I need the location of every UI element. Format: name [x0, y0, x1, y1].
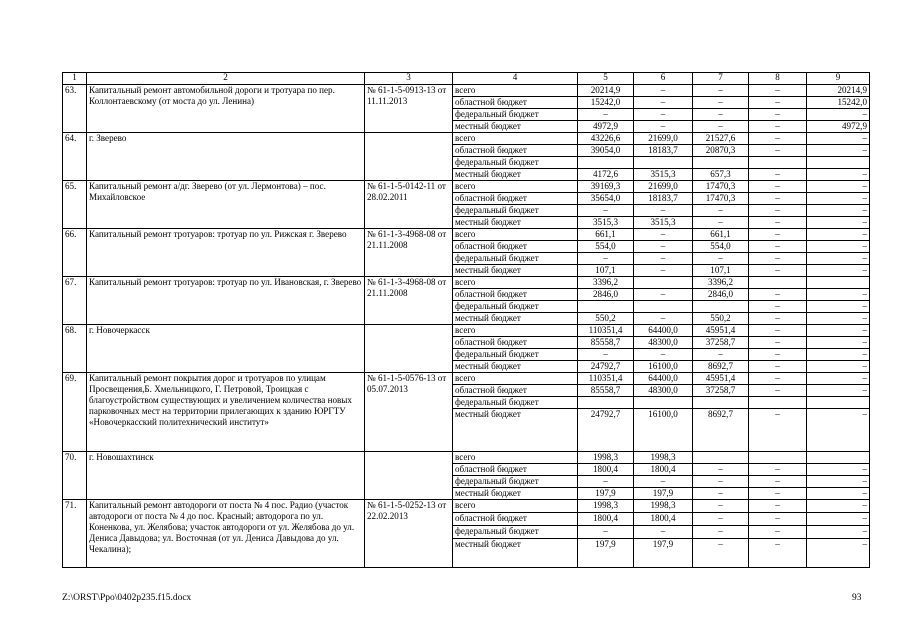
value-cell-8: –	[749, 265, 807, 277]
item-document: № 61-1-5-0252-13 от 22.02.2013	[365, 500, 453, 568]
value-cell-8: –	[749, 526, 807, 539]
value-cell-6: –	[634, 241, 693, 253]
value-cell-5: 197,9	[578, 488, 634, 500]
value-cell-9: –	[807, 109, 870, 121]
funding-source: областной бюджет	[453, 337, 578, 349]
item-number: 71.	[63, 500, 87, 568]
table-row	[63, 373, 870, 385]
value-cell-8: –	[749, 361, 807, 373]
value-cell-5: 24792,7	[578, 409, 634, 452]
header-cell: 8	[749, 73, 807, 85]
value-cell-6: 1998,3	[634, 452, 693, 464]
value-cell-7: 107,1	[693, 265, 749, 277]
value-cell-7: 657,3	[693, 169, 749, 181]
value-cell-7: 550,2	[693, 313, 749, 325]
value-cell-7: –	[693, 205, 749, 217]
value-cell-6: –	[634, 85, 693, 97]
item-number: 63.	[63, 85, 87, 133]
value-cell-7: –	[693, 97, 749, 109]
value-cell-5: 24792,7	[578, 361, 634, 373]
value-cell-8: –	[749, 385, 807, 397]
item-document: № 61-1-5-0913-13 от 11.11.2013	[365, 85, 453, 133]
value-cell-7: –	[693, 476, 749, 488]
funding-source: всего	[453, 133, 578, 145]
item-document: № 61-1-3-4968-08 от 21.11.2008	[365, 229, 453, 277]
value-cell-7: –	[693, 464, 749, 476]
item-number: 65.	[63, 181, 87, 229]
funding-source: областной бюджет	[453, 289, 578, 301]
value-cell-8: –	[749, 121, 807, 133]
funding-source: областной бюджет	[453, 193, 578, 205]
funding-source: федеральный бюджет	[453, 397, 578, 409]
value-cell-7: 37258,7	[693, 337, 749, 349]
value-cell-5: 661,1	[578, 229, 634, 241]
value-cell-8	[749, 277, 807, 289]
table-row	[63, 181, 870, 193]
item-document	[365, 133, 453, 181]
value-cell-6	[634, 397, 693, 409]
funding-source: местный бюджет	[453, 313, 578, 325]
value-cell-6: 197,9	[634, 539, 693, 568]
value-cell-9: 4972,9	[807, 121, 870, 133]
value-cell-8: –	[749, 301, 807, 313]
value-cell-5: 1800,4	[578, 513, 634, 526]
value-cell-9: –	[807, 205, 870, 217]
value-cell-7: 17470,3	[693, 193, 749, 205]
value-cell-6: –	[634, 265, 693, 277]
value-cell-9: –	[807, 133, 870, 145]
value-cell-9: –	[807, 241, 870, 253]
value-cell-5: 39169,3	[578, 181, 634, 193]
item-description: Капитальный ремонт автодороги от поста № 4 пос. Радио (участок автодороги от поста № 4 до пос. Красный; автодорога по ул. Коненкова, ул. Желябова; участок автодороги от ул. Желябова до ул. Дениса Давыдова; ул. Восточная (от ул. Дениса Давыдова до ул. Чекалина);	[87, 500, 365, 568]
value-cell-8: –	[749, 373, 807, 385]
value-cell-5: 110351,4	[578, 373, 634, 385]
value-cell-8: –	[749, 241, 807, 253]
budget-table	[62, 72, 870, 568]
funding-source: областной бюджет	[453, 513, 578, 526]
header-cell: 4	[453, 73, 578, 85]
value-cell-7: –	[693, 500, 749, 513]
value-cell-7: 3396,2	[693, 277, 749, 289]
value-cell-7: 2846,0	[693, 289, 749, 301]
header-cell: 5	[578, 73, 634, 85]
funding-source: местный бюджет	[453, 361, 578, 373]
value-cell-8: –	[749, 229, 807, 241]
item-number: 70.	[63, 452, 87, 500]
value-cell-5: 20214,9	[578, 85, 634, 97]
value-cell-7: –	[693, 488, 749, 500]
value-cell-8: –	[749, 217, 807, 229]
item-number: 64.	[63, 133, 87, 181]
value-cell-9: –	[807, 539, 870, 568]
funding-source: всего	[453, 181, 578, 193]
footer-page-number: 93	[852, 593, 862, 603]
item-description: г. Зверево	[87, 133, 365, 181]
value-cell-6: –	[634, 253, 693, 265]
value-cell-9: –	[807, 513, 870, 526]
value-cell-9: –	[807, 488, 870, 500]
table-row	[63, 85, 870, 97]
item-description: Капитальный ремонт тротуаров: тротуар по ул. Ивановская, г. Зверево	[87, 277, 365, 325]
value-cell-6: –	[634, 313, 693, 325]
value-cell-9: –	[807, 145, 870, 157]
value-cell-6: 21699,0	[634, 181, 693, 193]
funding-source: областной бюджет	[453, 145, 578, 157]
footer-file-path: Z:\ORST\Ppo\0402p235.f15.docx	[62, 593, 192, 603]
value-cell-9: –	[807, 349, 870, 361]
value-cell-8: –	[749, 109, 807, 121]
value-cell-8: –	[749, 500, 807, 513]
funding-source: всего	[453, 229, 578, 241]
value-cell-7: –	[693, 513, 749, 526]
item-description: Капитальный ремонт автомобильной дороги и тротуара по пер. Коллонтаевскому (от моста до ул. Ленина)	[87, 85, 365, 133]
funding-source: всего	[453, 452, 578, 464]
value-cell-8: –	[749, 464, 807, 476]
funding-source: всего	[453, 277, 578, 289]
value-cell-6: –	[634, 526, 693, 539]
value-cell-5: 2846,0	[578, 289, 634, 301]
value-cell-5: 35654,0	[578, 193, 634, 205]
value-cell-7: –	[693, 217, 749, 229]
value-cell-5: –	[578, 349, 634, 361]
value-cell-6: –	[634, 109, 693, 121]
value-cell-7: 20870,3	[693, 145, 749, 157]
value-cell-6: 64400,0	[634, 373, 693, 385]
value-cell-6: 21699,0	[634, 133, 693, 145]
table-row	[63, 277, 870, 289]
value-cell-7: 8692,7	[693, 409, 749, 452]
value-cell-9: –	[807, 526, 870, 539]
funding-source: всего	[453, 373, 578, 385]
value-cell-6: 3515,3	[634, 217, 693, 229]
header-row	[63, 73, 870, 85]
funding-source: федеральный бюджет	[453, 349, 578, 361]
funding-source: местный бюджет	[453, 169, 578, 181]
funding-source: местный бюджет	[453, 409, 578, 452]
value-cell-8: –	[749, 145, 807, 157]
value-cell-8: –	[749, 205, 807, 217]
value-cell-5: –	[578, 109, 634, 121]
item-number: 66.	[63, 229, 87, 277]
value-cell-5: –	[578, 476, 634, 488]
value-cell-5: –	[578, 205, 634, 217]
value-cell-8: –	[749, 337, 807, 349]
funding-source: областной бюджет	[453, 241, 578, 253]
value-cell-6	[634, 277, 693, 289]
value-cell-6: 16100,0	[634, 409, 693, 452]
value-cell-9: –	[807, 193, 870, 205]
value-cell-5: 107,1	[578, 265, 634, 277]
value-cell-9: –	[807, 217, 870, 229]
value-cell-7	[693, 157, 749, 169]
value-cell-9: –	[807, 181, 870, 193]
item-number: 69.	[63, 373, 87, 452]
value-cell-7: 17470,3	[693, 181, 749, 193]
value-cell-8: –	[749, 539, 807, 568]
value-cell-7: 21527,6	[693, 133, 749, 145]
table-row	[63, 229, 870, 241]
item-document: № 61-1-5-0576-13 от 05.07.2013	[365, 373, 453, 452]
header-cell: 7	[693, 73, 749, 85]
item-document: № 61-1-3-4968-08 от 21.11.2008	[365, 277, 453, 325]
value-cell-6: 48300,0	[634, 337, 693, 349]
value-cell-5: 1800,4	[578, 464, 634, 476]
value-cell-6: –	[634, 476, 693, 488]
value-cell-9: 15242,0	[807, 97, 870, 109]
funding-source: федеральный бюджет	[453, 301, 578, 313]
funding-source: местный бюджет	[453, 488, 578, 500]
value-cell-9: –	[807, 385, 870, 397]
value-cell-7: 37258,7	[693, 385, 749, 397]
value-cell-7: 8692,7	[693, 361, 749, 373]
value-cell-8: –	[749, 349, 807, 361]
value-cell-7: 661,1	[693, 229, 749, 241]
funding-source: местный бюджет	[453, 121, 578, 133]
value-cell-8	[749, 397, 807, 409]
value-cell-8: –	[749, 193, 807, 205]
value-cell-8: –	[749, 289, 807, 301]
header-cell: 1	[63, 73, 87, 85]
table-row	[63, 325, 870, 337]
value-cell-5	[578, 301, 634, 313]
value-cell-9	[807, 452, 870, 464]
value-cell-6: –	[634, 349, 693, 361]
value-cell-5	[578, 157, 634, 169]
value-cell-6: 48300,0	[634, 385, 693, 397]
header-cell: 9	[807, 73, 870, 85]
value-cell-9: –	[807, 373, 870, 385]
item-description: г. Новочеркасск	[87, 325, 365, 373]
value-cell-8: –	[749, 253, 807, 265]
value-cell-5: 1998,3	[578, 500, 634, 513]
funding-source: всего	[453, 85, 578, 97]
value-cell-7: –	[693, 253, 749, 265]
value-cell-5: 550,2	[578, 313, 634, 325]
value-cell-5: 3396,2	[578, 277, 634, 289]
funding-source: местный бюджет	[453, 217, 578, 229]
value-cell-5: 110351,4	[578, 325, 634, 337]
value-cell-6: –	[634, 229, 693, 241]
value-cell-7	[693, 301, 749, 313]
value-cell-8: –	[749, 513, 807, 526]
value-cell-7: 45951,4	[693, 325, 749, 337]
value-cell-5: –	[578, 253, 634, 265]
value-cell-8: –	[749, 313, 807, 325]
value-cell-8: –	[749, 488, 807, 500]
value-cell-9: –	[807, 301, 870, 313]
value-cell-6: 16100,0	[634, 361, 693, 373]
value-cell-9: –	[807, 313, 870, 325]
item-description: Капитальный ремонт покрытия дорог и тротуаров по улицам Просвещения,Б. Хмельницкого, Г. Петровой, Троицкая с благоустройством существующих и увеличением количества новых парковочных мест на территории прилегающих к зданию ЮРГТУ «Новочеркасский политехнический институт»	[87, 373, 365, 452]
value-cell-5: 39054,0	[578, 145, 634, 157]
value-cell-9: –	[807, 476, 870, 488]
item-description: г. Новошахтинск	[87, 452, 365, 500]
value-cell-7: –	[693, 539, 749, 568]
value-cell-9	[807, 277, 870, 289]
value-cell-6: –	[634, 97, 693, 109]
table-row	[63, 133, 870, 145]
value-cell-8	[749, 157, 807, 169]
funding-source: федеральный бюджет	[453, 526, 578, 539]
value-cell-5: 43226,6	[578, 133, 634, 145]
value-cell-7	[693, 397, 749, 409]
funding-source: областной бюджет	[453, 385, 578, 397]
value-cell-6: 1998,3	[634, 500, 693, 513]
table-row	[63, 500, 870, 513]
value-cell-7	[693, 452, 749, 464]
value-cell-9: –	[807, 253, 870, 265]
value-cell-8: –	[749, 97, 807, 109]
funding-source: областной бюджет	[453, 97, 578, 109]
value-cell-6: –	[634, 121, 693, 133]
value-cell-7: –	[693, 85, 749, 97]
funding-source: федеральный бюджет	[453, 476, 578, 488]
value-cell-7: –	[693, 109, 749, 121]
value-cell-8: –	[749, 325, 807, 337]
value-cell-6: –	[634, 205, 693, 217]
value-cell-6: 64400,0	[634, 325, 693, 337]
value-cell-9: –	[807, 361, 870, 373]
value-cell-8: –	[749, 133, 807, 145]
value-cell-5: 85558,7	[578, 337, 634, 349]
value-cell-7: –	[693, 121, 749, 133]
header-cell: 2	[87, 73, 365, 85]
value-cell-9: –	[807, 337, 870, 349]
value-cell-6: 1800,4	[634, 513, 693, 526]
value-cell-7: –	[693, 349, 749, 361]
value-cell-5: 4972,9	[578, 121, 634, 133]
value-cell-5: –	[578, 526, 634, 539]
value-cell-8: –	[749, 181, 807, 193]
funding-source: местный бюджет	[453, 265, 578, 277]
value-cell-5: 1998,3	[578, 452, 634, 464]
value-cell-5: 4172,6	[578, 169, 634, 181]
header-cell: 3	[365, 73, 453, 85]
item-document	[365, 325, 453, 373]
funding-source: федеральный бюджет	[453, 253, 578, 265]
value-cell-9: –	[807, 500, 870, 513]
value-cell-7: 554,0	[693, 241, 749, 253]
value-cell-9: –	[807, 289, 870, 301]
item-document	[365, 452, 453, 500]
value-cell-9: –	[807, 464, 870, 476]
value-cell-9: –	[807, 409, 870, 452]
value-cell-8: –	[749, 409, 807, 452]
value-cell-5: 15242,0	[578, 97, 634, 109]
value-cell-8: –	[749, 169, 807, 181]
value-cell-7: –	[693, 526, 749, 539]
funding-source: областной бюджет	[453, 464, 578, 476]
value-cell-6: 18183,7	[634, 145, 693, 157]
funding-source: федеральный бюджет	[453, 109, 578, 121]
value-cell-6	[634, 301, 693, 313]
item-description: Капитальный ремонт а/дг. Зверево (от ул. Лермонтова) – пос. Михайловское	[87, 181, 365, 229]
header-cell: 6	[634, 73, 693, 85]
item-number: 67.	[63, 277, 87, 325]
value-cell-9	[807, 157, 870, 169]
table-row	[63, 452, 870, 464]
value-cell-6	[634, 157, 693, 169]
item-number: 68.	[63, 325, 87, 373]
value-cell-8: –	[749, 85, 807, 97]
value-cell-8	[749, 452, 807, 464]
funding-source: федеральный бюджет	[453, 157, 578, 169]
value-cell-8: –	[749, 476, 807, 488]
value-cell-5: 197,9	[578, 539, 634, 568]
funding-source: всего	[453, 500, 578, 513]
value-cell-7: 45951,4	[693, 373, 749, 385]
item-description: Капитальный ремонт тротуаров: тротуар по ул. Рижская г. Зверево	[87, 229, 365, 277]
value-cell-9: –	[807, 229, 870, 241]
value-cell-9: –	[807, 325, 870, 337]
funding-source: местный бюджет	[453, 539, 578, 568]
value-cell-5: 3515,3	[578, 217, 634, 229]
item-document: № 61-1-5-0142-11 от 28.02.2011	[365, 181, 453, 229]
value-cell-6: –	[634, 289, 693, 301]
value-cell-5: 554,0	[578, 241, 634, 253]
value-cell-6: 18183,7	[634, 193, 693, 205]
value-cell-5: 85558,7	[578, 385, 634, 397]
value-cell-9	[807, 397, 870, 409]
value-cell-9: –	[807, 265, 870, 277]
value-cell-9: –	[807, 169, 870, 181]
value-cell-5	[578, 397, 634, 409]
value-cell-6: 197,9	[634, 488, 693, 500]
funding-source: федеральный бюджет	[453, 205, 578, 217]
funding-source: всего	[453, 325, 578, 337]
value-cell-9: 20214,9	[807, 85, 870, 97]
value-cell-6: 1800,4	[634, 464, 693, 476]
value-cell-6: 3515,3	[634, 169, 693, 181]
